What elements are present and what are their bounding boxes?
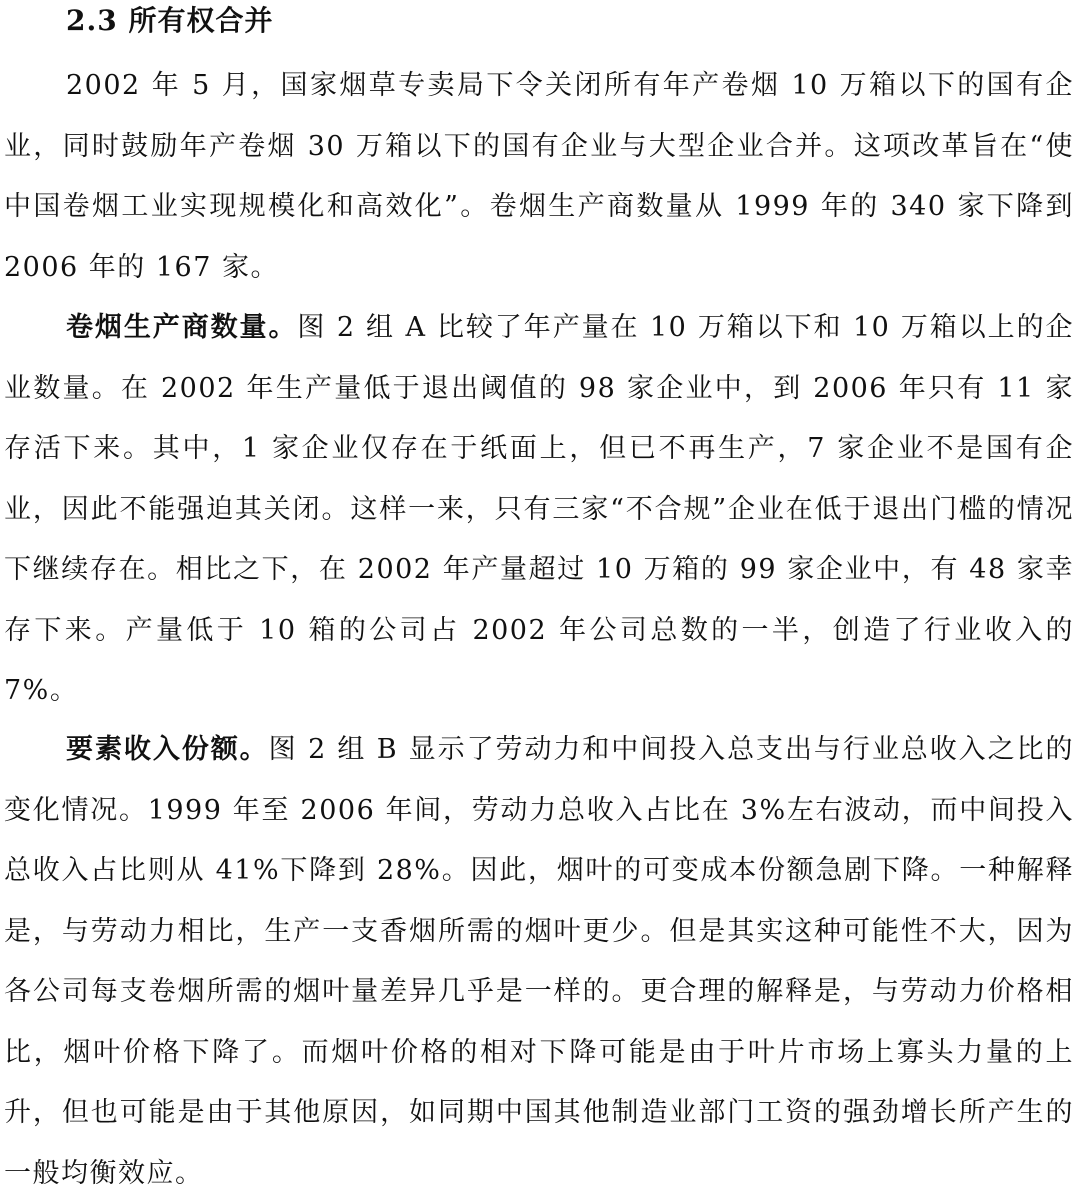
paragraph-text: 图 2 组 A 比较了年产量在 10 万箱以下和 10 万箱以上的企业数量。在 2002 年生产量低于退出阈值的 98 家企业中，到 2006 年只有 11 家存活下来。其中，1 家企业仅存在于纸面上，但已不再生产，7 家企业不是国有企业，因此不能强迫其关闭。这样一来，只有三家“不合规”企业在低于退出门槛的情况下继续存在。相比之下，在 2002 年产量超过 10 万箱的 99 家企业中，有 48 家幸存下来。产量低于 10 箱的公司占 2002 年公司总数的一半，创造了行业收入的 7%。 <box>4 312 1074 706</box>
paragraph-text: 图 2 组 B 显示了劳动力和中间投入总支出与行业总收入之比的变化情况。1999 年至 2006 年间，劳动力总收入占比在 3%左右波动，而中间投入总收入占比则从 41%下降到 28%。因此，烟叶的可变成本份额急剧下降。一种解释是，与劳动力相比，生产一支香烟所需的烟叶更少。但是其实这种可能性不大，因为各公司每支卷烟所需的烟叶量差异几乎是一样的。更合理的解释是，与劳动力价格相比，烟叶价格下降了。而烟叶价格的相对下降可能是由于叶片市场上寡头力量的上升，但也可能是由于其他原因，如同期中国其他制造业部门工资的强劲增长所产生的一般均衡效应。 <box>4 734 1075 1189</box>
paragraph-ownership-merger <box>4 56 1074 298</box>
paragraph-factor-income-share <box>4 720 1074 1204</box>
paragraph-text: 2002 年 5 月，国家烟草专卖局下令关闭所有年产卷烟 10 万箱以下的国有企业，同时鼓励年产卷烟 30 万箱以下的国有企业与大型企业合并。这项改革旨在“使中国卷烟工业实现规模化和高效化”。卷烟生产商数量从 1999 年的 340 家下降到 2006 年的 167 家。 <box>4 70 1074 283</box>
section-heading: 2.3 所有权合并 <box>66 4 274 37</box>
paragraph-lead-factor-income-share: 要素收入份额。 <box>66 734 269 765</box>
paragraph-producer-count <box>4 298 1074 722</box>
paragraph-lead-producer-count: 卷烟生产商数量。 <box>66 312 298 343</box>
